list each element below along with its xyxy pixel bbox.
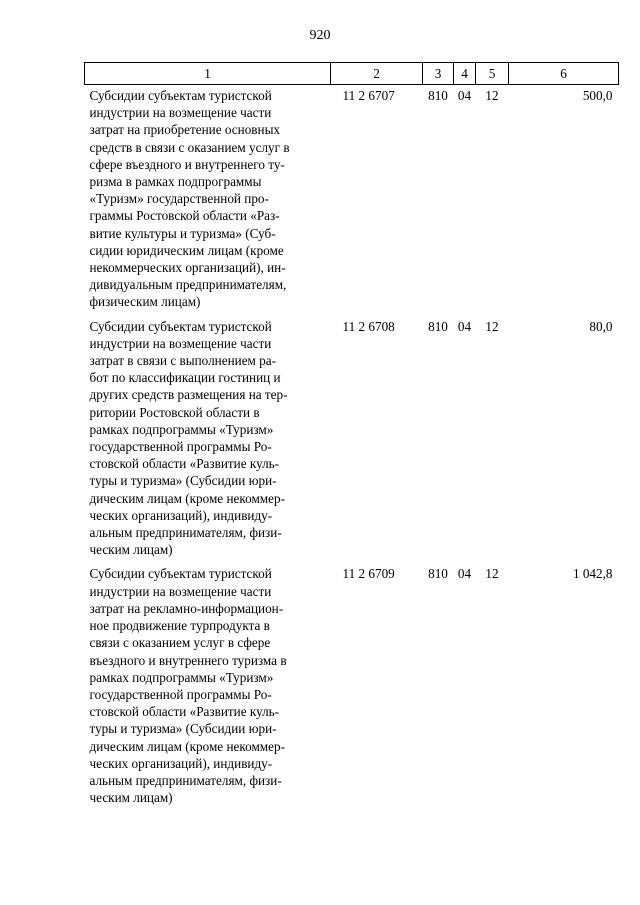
description-line: ческим лицам): [89, 542, 173, 558]
description-line: ризма в рамках подпрограммы: [89, 174, 262, 190]
row-col-5: 12: [485, 318, 499, 334]
row-col-4: 04: [457, 566, 472, 582]
description-line: витие культуры и туризма» (Суб-: [89, 225, 276, 241]
description-line: ческих организаций), индивиду-: [89, 755, 273, 771]
description-line: рамках подпрограммы «Туризм»: [89, 421, 274, 437]
row-col-4: 04: [457, 318, 472, 334]
header-col-3: 3: [423, 63, 454, 85]
row-description: [85, 85, 331, 316]
description-line: ческих организаций), индивиду-: [89, 507, 273, 523]
description-line: дивидуальным предпринимателям,: [89, 277, 287, 293]
header-col-5: 5: [476, 63, 509, 85]
description-line: туры и туризма» (Субсидии юри-: [89, 721, 277, 737]
row-amount: 80,0: [589, 318, 613, 334]
description-line: туры и туризма» (Субсидии юри-: [89, 473, 277, 489]
row-col-5: 12: [485, 566, 499, 582]
description-line: физическим лицам): [89, 294, 201, 310]
description-line: рамках подпрограммы «Туризм»: [89, 669, 274, 685]
description-line: других средств размещения на тер-: [89, 387, 288, 403]
row-code: 11 2 6709: [342, 566, 395, 582]
row-col-5: 12: [485, 88, 499, 103]
row-col-3: 810: [428, 88, 448, 103]
description-line: ритории Ростовской области в: [89, 404, 260, 420]
description-line: государственной программы Ро-: [89, 686, 272, 702]
description-line: бот по классификации гостиниц и: [89, 370, 281, 386]
description-line: индустрии на возмещение части: [89, 335, 272, 351]
description-line: государственной программы Ро-: [89, 439, 272, 455]
description-line: въездного и внутреннего туризма в: [89, 652, 287, 668]
description-line: Субсидии субъектам туристской: [89, 566, 272, 582]
description-line: «Туризм» государственной про-: [89, 191, 269, 207]
description-line: граммы Ростовской области «Раз-: [89, 208, 280, 224]
header-col-2: 2: [331, 63, 423, 85]
description-line: ческим лицам): [89, 790, 173, 806]
description-line: дическим лицам (кроме некоммер-: [89, 738, 285, 754]
row-amount: 500,0: [582, 88, 613, 103]
description-line: альным предпринимателям, физи-: [89, 525, 282, 541]
row-col-4: 04: [457, 88, 472, 103]
description-line: средств в связи с оказанием услуг в: [89, 139, 290, 155]
row-description: [85, 316, 331, 564]
description-line: стовской области «Развитие куль-: [89, 704, 280, 720]
description-line: индустрии на возмещение части: [89, 583, 272, 599]
description-line: затрат на рекламно-информацион-: [89, 600, 284, 616]
table-row: [85, 316, 619, 564]
description-line: стовской области «Развитие куль-: [89, 456, 280, 472]
description-line: сидии юридическим лицам (кроме: [89, 242, 284, 258]
description-line: затрат в связи с выполнением ра-: [89, 353, 277, 369]
row-amount: 1 042,8: [572, 566, 613, 582]
description-line: индустрии на возмещение части: [89, 105, 272, 121]
page-number: 920: [309, 28, 331, 43]
budget-table: [84, 62, 619, 811]
row-col-3: 810: [428, 566, 448, 582]
row-col-3: 810: [428, 318, 448, 334]
description-line: Субсидии субъектам туристской: [89, 318, 272, 334]
header-col-1: 1: [85, 63, 331, 85]
header-col-6: 6: [509, 63, 619, 85]
row-code: 11 2 6707: [342, 88, 395, 103]
row-code: 11 2 6708: [342, 318, 395, 334]
description-line: сфере въездного и внутреннего ту-: [89, 156, 285, 172]
row-description: [85, 563, 331, 811]
description-line: ное продвижение турпродукта в: [89, 618, 270, 634]
description-line: дическим лицам (кроме некоммер-: [89, 490, 285, 506]
description-line: некоммерческих организаций), ин-: [89, 260, 286, 276]
table-row: [85, 563, 619, 811]
table-header-row: [85, 63, 619, 85]
table-row: [85, 85, 619, 316]
description-line: Субсидии субъектам туристской: [89, 88, 272, 103]
header-col-4: 4: [454, 63, 476, 85]
description-line: затрат на приобретение основных: [89, 122, 281, 138]
description-line: альным предпринимателям, физи-: [89, 772, 282, 788]
description-line: связи с оказанием услуг в сфере: [89, 635, 271, 651]
